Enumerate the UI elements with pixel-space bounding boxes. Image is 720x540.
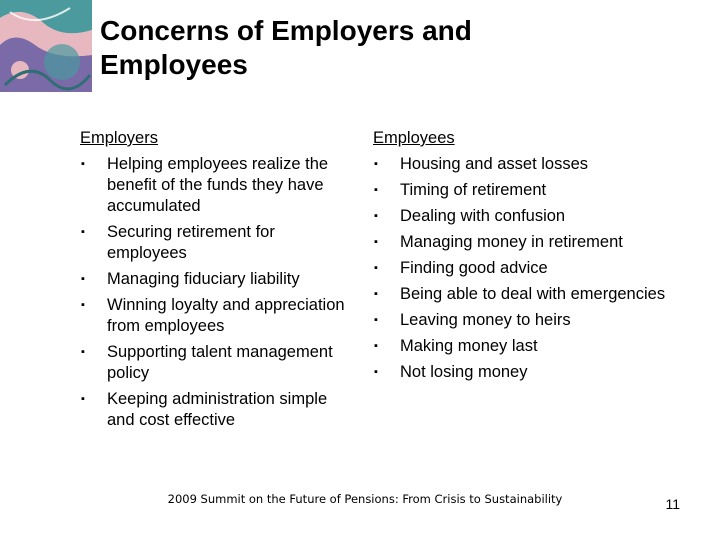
list-item [373, 180, 673, 201]
bullet-icon: ▪ [81, 346, 85, 358]
bullet-icon: ▪ [81, 273, 85, 285]
bullet-icon: ▪ [374, 210, 378, 222]
list-item [80, 342, 355, 384]
slide-title [100, 14, 700, 82]
employers-heading: Employers [80, 129, 158, 147]
bullet-icon: ▪ [374, 236, 378, 248]
footer-text: 2009 Summit on the Future of Pensions: From Crisis to Sustainability [167, 492, 563, 506]
bullet-icon: ▪ [374, 288, 378, 300]
list-item-text: Winning loyalty and appreciation from employees [107, 296, 345, 335]
employees-heading: Employees [373, 129, 455, 147]
list-item [80, 269, 355, 290]
list-item-text: Managing money in retirement [400, 233, 623, 251]
list-item [373, 310, 673, 331]
list-item [80, 295, 355, 337]
employees-list [373, 154, 673, 383]
list-item [80, 389, 355, 431]
list-item [373, 206, 673, 227]
list-item-text: Securing retirement for employees [107, 223, 275, 262]
slide-title-line-1: Concerns of Employers and [100, 15, 472, 46]
list-item [373, 154, 673, 175]
list-item-text: Supporting talent management policy [107, 343, 333, 382]
bullet-icon: ▪ [81, 393, 85, 405]
bullet-icon: ▪ [374, 262, 378, 274]
bullet-icon: ▪ [81, 299, 85, 311]
list-item-text: Housing and asset losses [400, 155, 589, 173]
list-item-text: Finding good advice [400, 259, 548, 277]
bullet-icon: ▪ [81, 158, 85, 170]
bullet-icon: ▪ [374, 158, 378, 170]
list-item [80, 154, 355, 217]
employers-list [80, 154, 355, 431]
slide-title-line-2: Employees [100, 49, 248, 80]
page-number: 11 [665, 496, 680, 512]
list-item-text: Not losing money [400, 363, 528, 381]
list-item [373, 362, 673, 383]
bullet-icon: ▪ [374, 184, 378, 196]
list-item-text: Keeping administration simple and cost effective [107, 390, 328, 429]
list-item-text: Being able to deal with emergencies [400, 285, 666, 303]
employees-column [373, 128, 673, 388]
bullet-icon: ▪ [374, 314, 378, 326]
decorative-corner-image [0, 0, 92, 92]
bullet-icon: ▪ [374, 366, 378, 378]
list-item-text: Managing fiduciary liability [107, 270, 300, 288]
bullet-icon: ▪ [374, 340, 378, 352]
list-item [80, 222, 355, 264]
list-item [373, 258, 673, 279]
bullet-icon: ▪ [81, 226, 85, 238]
list-item [373, 336, 673, 357]
list-item-text: Making money last [400, 337, 538, 355]
list-item-text: Timing of retirement [400, 181, 547, 199]
list-item [373, 284, 673, 305]
employers-column [80, 128, 355, 436]
list-item-text: Helping employees realize the benefit of the funds they have accumulated [107, 155, 329, 215]
list-item [373, 232, 673, 253]
corner-art-graphic [0, 0, 92, 92]
list-item-text: Leaving money to heirs [400, 311, 571, 329]
list-item-text: Dealing with confusion [400, 207, 566, 225]
